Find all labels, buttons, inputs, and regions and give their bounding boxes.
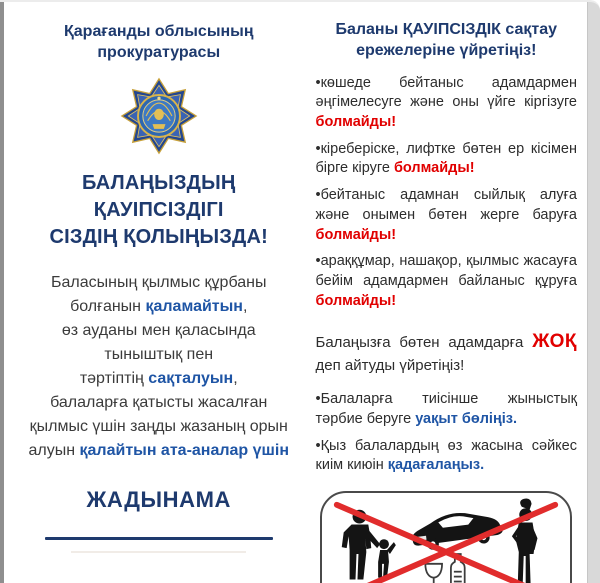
page-right-edge bbox=[587, 2, 600, 583]
divider-line-faint bbox=[71, 551, 246, 553]
right-column bbox=[316, 14, 578, 583]
safety-rules-title-line2: ережелеріне үйретіңіз! bbox=[356, 41, 537, 59]
advice-list bbox=[316, 390, 578, 476]
prohibition-rules-list bbox=[316, 74, 578, 312]
safety-rules-title-line1: Баланы ҚАУІПСІЗДІК сақтау bbox=[335, 21, 558, 38]
safety-rule-item: •кіреберіске, лифтке бөтен ер кісімен бірге кіруге болмайды! bbox=[315, 140, 577, 177]
main-title bbox=[28, 170, 290, 251]
main-title-line3: СІЗДІҢ ҚОЛЫҢЫЗДА! bbox=[49, 225, 269, 248]
advice-item: •Балаларға тиісінше жыныстық тәрбие беруге уақыт бөліңіз. bbox=[315, 391, 577, 427]
safety-rules-title bbox=[316, 20, 578, 62]
organization-title-line2: прокуратурасы bbox=[97, 43, 221, 61]
main-title-line2: ҚАУІПСІЗДІГІ bbox=[93, 198, 224, 221]
safety-rule-item: •араққұмар, нашақор, қылмыс жасауға бейім адамдармен байланыс құруға болмайды! bbox=[315, 253, 577, 309]
safety-rule-item: •көшеде бейтаныс адамдармен әңгімелесуге және оны үйге кіргізуге болмайды! bbox=[315, 74, 577, 131]
prosecutor-star-emblem-icon bbox=[118, 74, 200, 158]
memo-heading: ЖАДЫНАМА bbox=[86, 486, 232, 512]
left-column bbox=[28, 14, 290, 583]
organization-title-line1: Қарағанды облысының bbox=[64, 23, 254, 40]
safety-rule-item: •бейтаныс адамнан сыйлық алуға және онымен бөтен жерге баруға болмайды! bbox=[315, 187, 577, 243]
say-no-note: Балаңызға бөтен адамдарға ЖОҚ деп айтуды үйретіңіз! bbox=[315, 330, 577, 375]
no-strangers-car-alcohol-pictogram bbox=[320, 491, 572, 583]
advice-item: •Қыз балалардың өз жасына сәйкес киім киюін қадағалаңыз. bbox=[315, 437, 577, 474]
organization-title bbox=[28, 22, 290, 64]
leaflet-content bbox=[4, 2, 587, 583]
divider-line bbox=[45, 537, 273, 540]
intro-paragraph: Баласының қылмыс құрбаны болғанын қаламайтын, өз ауданы мен қаласында тыныштық пен тәртіптің сақталуын, балаларға қатысты жасалған қылмыс үшін заңды жазаның орын алуын қалайтын ата-аналар үшін bbox=[28, 273, 289, 459]
main-title-line1: БАЛАҢЫЗДЫҢ bbox=[81, 171, 236, 194]
